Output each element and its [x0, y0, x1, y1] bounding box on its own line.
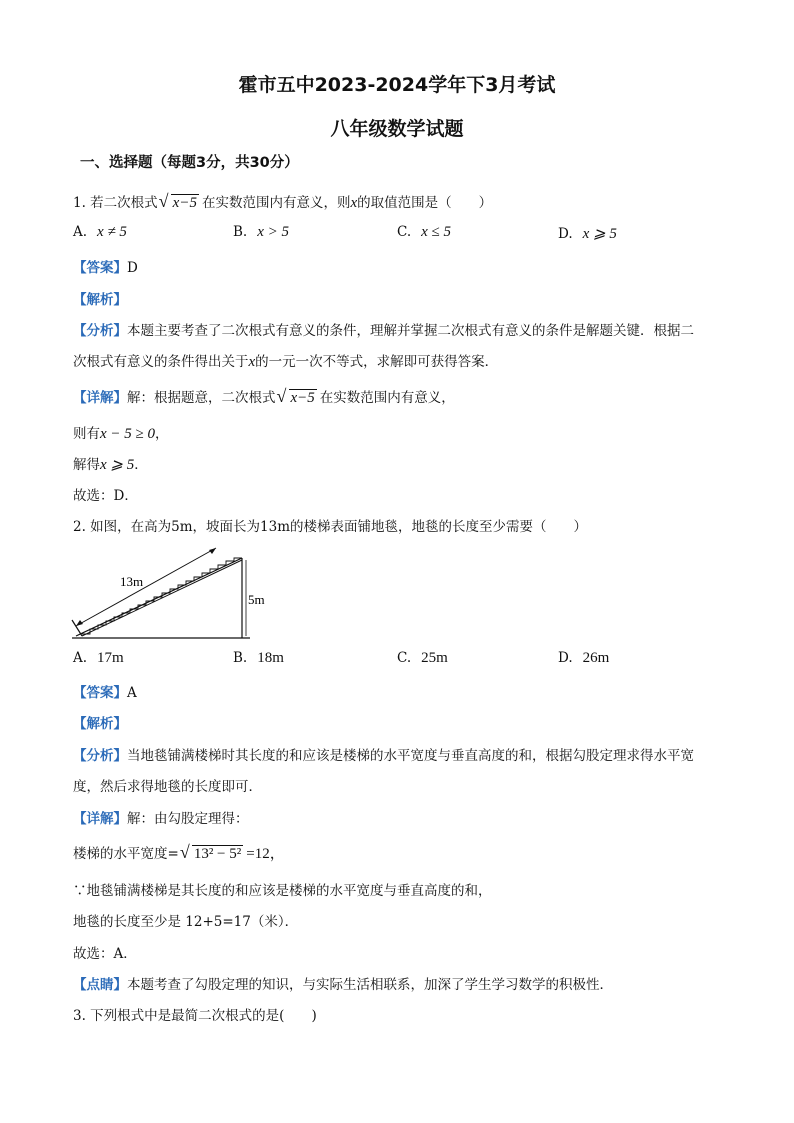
- q1-conclusion: 故选：D．: [73, 488, 138, 504]
- q1-choice-c[interactable]: C. x ≤ 5: [397, 224, 452, 240]
- staircase-figure: [66, 540, 276, 650]
- q1-fenxi-line2: 次根式有意义的条件得出关于x的一元一次不等式，求解即可获得答案．: [73, 354, 499, 370]
- q2-detail-line4: 地毯的长度至少是 12+5=17（米）．: [73, 914, 299, 930]
- q2-analysis-tag: 【解析】: [73, 716, 127, 732]
- q1-stem-part-b: 在实数范围内有意义，则: [201, 195, 351, 211]
- q2-fenxi-line2: 度，然后求得地毯的长度即可．: [73, 779, 262, 795]
- q2-choice-a[interactable]: A. 17m: [73, 650, 124, 666]
- q1-choice-a[interactable]: A. x ≠ 5: [73, 224, 127, 240]
- exam-subtitle: 八年级数学试题: [330, 118, 464, 140]
- q1-detail-line1: 【详解】解：根据题意，二次根式√ x−5 在实数范围内有意义，: [73, 386, 455, 407]
- section-heading: 一、选择题（每题3分，共30分）: [80, 155, 299, 171]
- q2-detail-line1: 【详解】解：由勾股定理得：: [73, 811, 249, 827]
- q2-conclusion: 故选：A．: [73, 946, 137, 962]
- q2-detail-line3: ∵地毯铺满楼梯是其长度的和应该是楼梯的水平宽度与垂直高度的和，: [73, 883, 492, 899]
- q1-radical: √ x−5: [161, 195, 199, 212]
- q1-detail-line3: 解得x ⩾ 5．: [73, 457, 148, 473]
- q1-stem-part-c: 的取值范围是（ ）: [357, 195, 493, 211]
- q2-choice-b[interactable]: B. 18m: [233, 650, 284, 666]
- answer-tag: 【答案】: [73, 260, 127, 276]
- q2-stem: 2. 如图，在高为5m，坡面长为13m的楼梯表面铺地毯，地毯的长度至少需要（ ）: [73, 519, 588, 535]
- slope-label: 13m: [120, 574, 144, 589]
- q2-detail-line2: 楼梯的水平宽度=√ 13² − 5² =12，: [73, 842, 285, 863]
- q1-stem-part-a: 1. 若二次根式: [73, 195, 158, 211]
- q1-var: x: [350, 195, 358, 211]
- q1-answer: 【答案】D: [73, 260, 138, 276]
- q1-choice-d[interactable]: D. x ⩾ 5: [558, 226, 617, 242]
- q2-choice-c[interactable]: C. 25m: [397, 650, 448, 666]
- q1-choice-b[interactable]: B. x > 5: [233, 224, 289, 240]
- q3-stem: 3. 下列根式中是最简二次根式的是( ): [73, 1008, 317, 1024]
- q1-stem: [73, 191, 492, 212]
- height-label: 5m: [248, 592, 265, 607]
- q1-detail-line2: 则有x − 5 ≥ 0，: [73, 426, 169, 442]
- q2-dianjing: 【点睛】本题考查了勾股定理的知识，与实际生活相联系，加深了学生学习数学的积极性．: [73, 977, 613, 993]
- exam-title: 霍市五中2023-2024学年下3月考试: [238, 74, 556, 96]
- q1-analysis-tag: 【解析】: [73, 292, 127, 308]
- q2-fenxi-line1: 【分析】当地毯铺满楼梯时其长度的和应该是楼梯的水平宽度与垂直高度的和，根据勾股定理求得水平宽: [73, 748, 694, 764]
- q2-choice-d[interactable]: D. 26m: [558, 650, 610, 666]
- q1-fenxi-line1: 【分析】本题主要考查了二次根式有意义的条件，理解并掌握二次根式有意义的条件是解题关键．根据二: [73, 323, 694, 339]
- q2-answer: 【答案】A: [73, 685, 137, 701]
